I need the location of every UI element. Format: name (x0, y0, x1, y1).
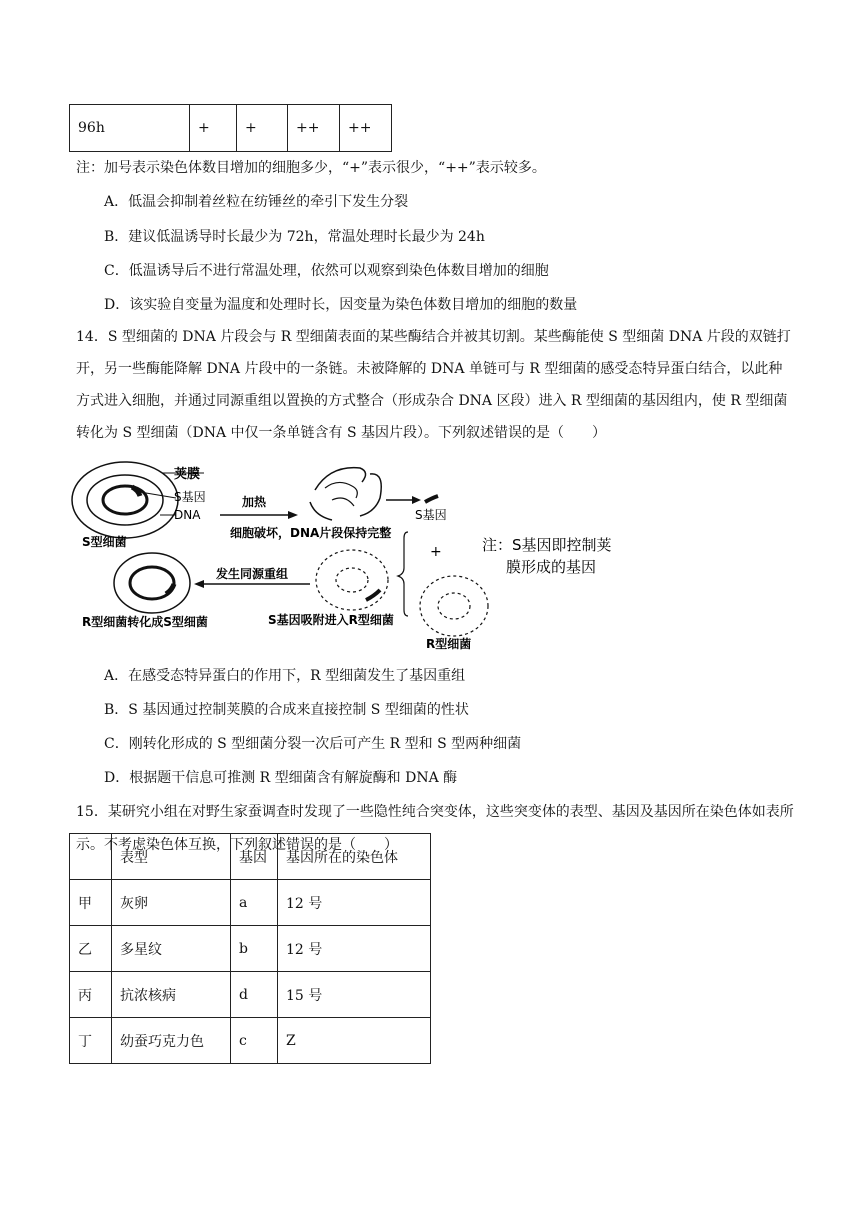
table-cell: 12 号 (278, 926, 431, 972)
q13-option-c: C．低温诱导后不进行常温处理，依然可以观察到染色体数目增加的细胞 (104, 263, 549, 279)
label-heat: 加热 (242, 495, 267, 509)
header-cell (70, 834, 112, 880)
table-row (70, 926, 431, 972)
transformation-diagram (70, 460, 650, 656)
header-cell: 表型 (112, 834, 231, 880)
q14-option-d: D．根据题干信息可推测 R 型细菌含有解旋酶和 DNA 酶 (104, 770, 458, 786)
result-table-fragment (69, 104, 392, 152)
table-cell: 15 号 (278, 972, 431, 1018)
bracket-icon (398, 532, 408, 616)
table-row (70, 880, 431, 926)
label-recombination: 发生同源重组 (216, 567, 289, 581)
table-cell: 96h (70, 105, 190, 152)
header-cell: 基因 (231, 834, 278, 880)
q13-option-a: A．低温会抑制着丝粒在纺锤丝的牵引下发生分裂 (104, 194, 409, 210)
table-note: 注：加号表示染色体数目增加的细胞多少，“+”表示很少，“++”表示较多。 (76, 160, 546, 176)
table-cell: 抗浓核病 (112, 972, 231, 1018)
table-cell: 12 号 (278, 880, 431, 926)
adsorbing-r-bacteria-icon (316, 550, 388, 610)
table-cell: 幼蚕巧克力色 (112, 1018, 231, 1064)
table-cell: 甲 (70, 880, 112, 926)
q14-option-c: C．刚转化形成的 S 型细菌分裂一次后可产生 R 型和 S 型两种细菌 (104, 736, 522, 752)
table-row (70, 972, 431, 1018)
transformed-bacteria-icon (114, 553, 190, 613)
table-cell: + (237, 105, 288, 152)
mutant-table (69, 833, 431, 1064)
table-cell: ++ (288, 105, 340, 152)
label-r-bacteria: R型细菌 (426, 637, 472, 651)
header-cell: 基因所在的染色体 (278, 834, 431, 880)
q14-option-a: A．在感受态特异蛋白的作用下，R 型细菌发生了基因重组 (104, 668, 466, 684)
table-cell: d (231, 972, 278, 1018)
label-capsule: 荚膜 (174, 467, 201, 482)
table-cell: + (190, 105, 237, 152)
label-transform: R型细菌转化成S型细菌 (82, 615, 208, 629)
note-line-1: 注：S基因即控制荚 (482, 536, 612, 554)
r-bacteria-icon (420, 576, 488, 636)
label-dna: DNA (174, 508, 201, 522)
label-plus: + (430, 544, 442, 560)
table-cell: b (231, 926, 278, 972)
table-cell: a (231, 880, 278, 926)
s-gene-fragment-icon (425, 496, 438, 502)
q13-option-d: D．该实验自变量为温度和处理时长，因变量为染色体数目增加的细胞的数量 (104, 297, 578, 313)
table-cell: 丁 (70, 1018, 112, 1064)
note-line-2: 膜形成的基因 (506, 558, 597, 576)
table-cell: c (231, 1018, 278, 1064)
label-s-bacteria: S型细菌 (82, 535, 127, 549)
table-cell: Z (278, 1018, 431, 1064)
table-cell: 灰卵 (112, 880, 231, 926)
q13-option-b: B．建议低温诱导时长最少为 72h，常温处理时长最少为 24h (104, 229, 485, 245)
q14-option-b: B．S 基因通过控制荚膜的合成来直接控制 S 型细菌的性状 (104, 702, 469, 718)
label-adsorb: S基因吸附进入R型细菌 (268, 613, 394, 627)
table-cell: ++ (340, 105, 392, 152)
table-cell: 多星纹 (112, 926, 231, 972)
label-s-gene: S基因 (174, 490, 206, 504)
table-row (70, 1018, 431, 1064)
label-cell-broken: 细胞破坏，DNA片段保持完整 (230, 526, 392, 540)
broken-cell-icon (310, 468, 381, 520)
label-s-gene-2: S基因 (415, 508, 447, 522)
q15-stem: 15．某研究小组在对野生家蚕调查时发现了一些隐性纯合突变体，这些突变体的表型、基因及基因所在染色体如表所示。不考虑染色体互换，下列叙述错误的是（ ） (76, 804, 794, 853)
table-header-row (70, 834, 431, 880)
table-cell: 丙 (70, 972, 112, 1018)
table-cell: 乙 (70, 926, 112, 972)
q14-stem: 14．S 型细菌的 DNA 片段会与 R 型细菌表面的某些酶结合并被其切割。某些酶能使 S 型细菌 DNA 片段的双链打开，另一些酶能降解 DNA 片段中的一条链。未被降解的 DNA 单链可与 R 型细菌的感受态特异蛋白结合，以此种方式进入细胞，并通过同源重组以置换的方式整合（形成杂合 DNA 区段）进入 R 型细菌的基因组内，使 R 型细菌转化为 S 型细菌（DNA 中仅一条单链含有 S 基因片段）。下列叙述错误的是（ ） (76, 329, 791, 441)
table-row (70, 105, 392, 152)
